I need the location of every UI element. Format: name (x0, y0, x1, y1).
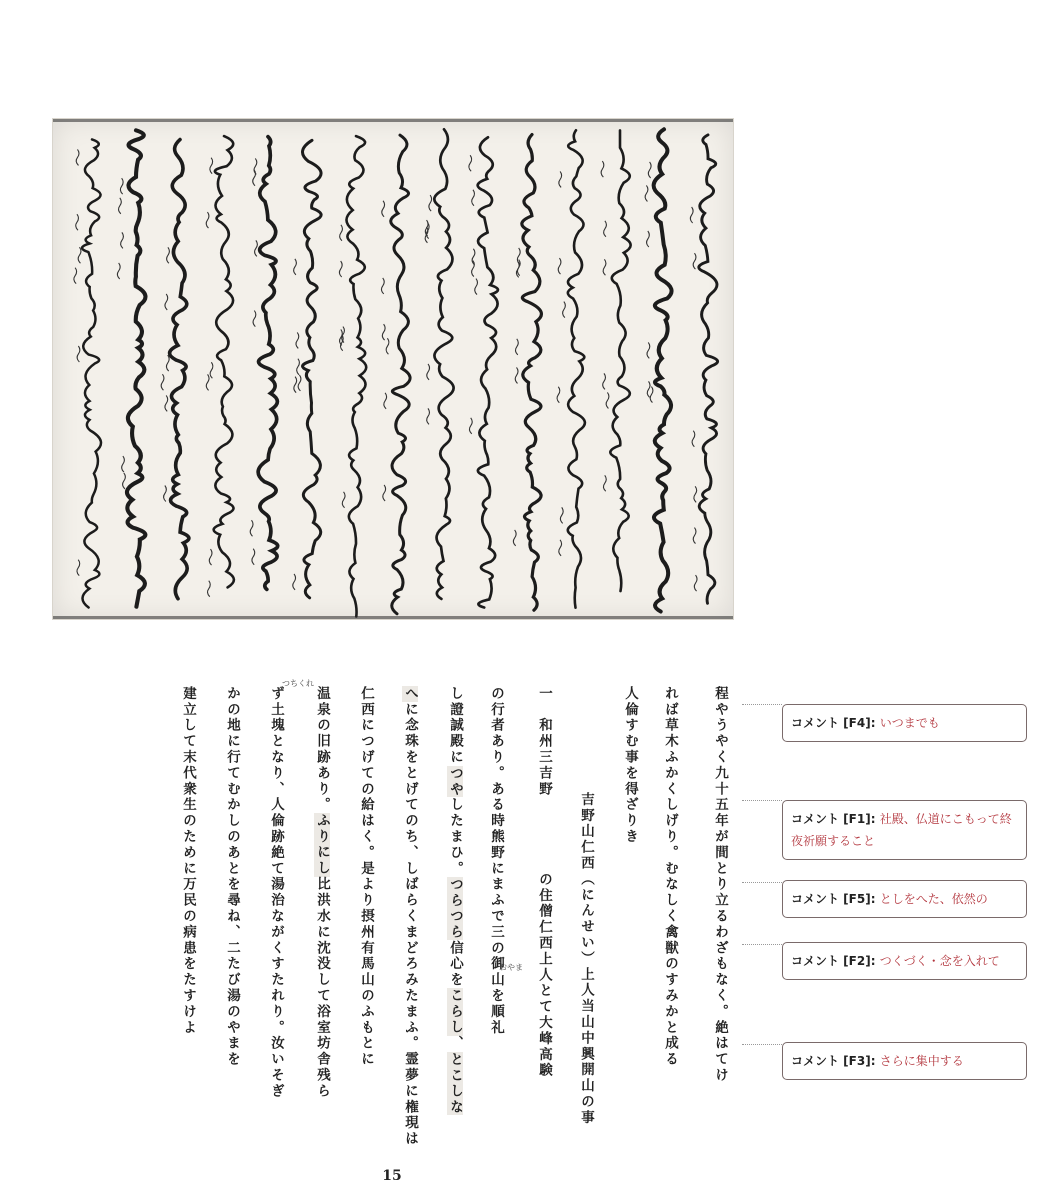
gloss-mark (427, 408, 430, 424)
gloss-mark (558, 258, 561, 274)
gloss-mark (601, 161, 604, 177)
col7-text-a: し證誠殿に (447, 686, 463, 766)
gloss-mark (603, 373, 606, 389)
comment-f5[interactable]: コメント [F5]: としをへた、依然の (782, 880, 1027, 918)
gloss-mark (515, 339, 518, 355)
gloss-mark (340, 225, 343, 241)
gloss-mark (559, 171, 562, 187)
transcription-column-9: 仁西につげての給はく。是より摂州有馬山のふもとに (358, 686, 374, 1068)
comment-text: いつまでも (879, 716, 940, 730)
calligraphy-stroke (127, 130, 146, 606)
col7-text-d: 、 (447, 1035, 463, 1052)
gloss-mark (252, 549, 255, 565)
gloss-mark (513, 530, 516, 546)
gloss-mark (294, 259, 297, 275)
calligraphy-stroke (302, 140, 321, 597)
gloss-mark (296, 332, 299, 348)
transcription-column-8 (400, 686, 420, 1147)
comment-f3[interactable]: コメント [F3]: さらに集中する (782, 1042, 1027, 1080)
gloss-mark (647, 342, 650, 358)
comment-f1[interactable]: コメント [F1]: 社殿、仏道にこもって終夜祈願すること (782, 800, 1027, 860)
gloss-mark (427, 364, 430, 380)
manuscript-scan-image (52, 118, 734, 620)
comment-text: 社殿、仏道にこもって終夜祈願すること (791, 812, 1012, 848)
highlight-he[interactable]: へ (402, 686, 418, 702)
transcription-column-6: の行者あり。ある時熊野にまふで三の御山を順礼 (488, 686, 504, 1036)
comment-label: コメント [F4] (791, 716, 871, 730)
page-number: 15 (382, 1168, 402, 1184)
transcription-column-13: 建立して末代衆生のために万民の病患をたすけよ (180, 686, 196, 1036)
gloss-mark (647, 381, 650, 397)
gloss-mark (694, 486, 697, 502)
gloss-mark (76, 214, 79, 230)
highlight-tsuratsura[interactable]: つらつら (447, 876, 463, 941)
gloss-mark (167, 247, 170, 263)
calligraphy-stroke (478, 137, 498, 607)
transcription-column-5b: の住僧仁西上人とて大峰高験 (536, 872, 552, 1079)
gloss-mark (206, 374, 209, 390)
calligraphy-stroke (434, 129, 453, 599)
gloss-mark (692, 431, 695, 447)
calligraphy-stroke (654, 129, 672, 611)
gloss-mark (475, 279, 478, 295)
transcription-column-5a: 一 和州三吉野 (536, 686, 552, 798)
gloss-mark (603, 259, 606, 275)
gloss-mark (166, 355, 169, 371)
section-heading: 吉野山仁西（にんせい）上人当山中興開山の事 (578, 792, 594, 1126)
comment-f2[interactable]: コメント [F2]: つくづく・念を入れて (782, 942, 1027, 980)
comment-label: コメント [F3] (791, 1054, 871, 1068)
calligraphy-stroke (170, 140, 189, 599)
gloss-mark (386, 338, 389, 354)
transcription-column-12: かの地に行てむかしのあとを尋ね、二たび湯のやまを (224, 686, 240, 1068)
calligraphy-stroke (391, 135, 410, 614)
gloss-mark (560, 507, 563, 523)
highlight-furinishi[interactable]: ふりにし (314, 813, 330, 877)
gloss-mark (469, 418, 472, 434)
gloss-mark (77, 346, 80, 362)
scan-bottom-edge (53, 616, 733, 619)
gloss-mark (515, 367, 518, 383)
calligraphy-stroke (610, 130, 630, 591)
gloss-mark (297, 359, 300, 375)
gloss-mark (164, 486, 167, 502)
gloss-mark (382, 324, 385, 340)
transcription-column-10 (312, 686, 332, 1099)
gloss-mark (382, 201, 385, 217)
gloss-mark (650, 387, 653, 403)
gloss-mark (693, 253, 696, 269)
calligraphy-stroke (522, 135, 542, 611)
gloss-mark (557, 387, 560, 403)
transcription-column-7 (445, 686, 465, 1115)
gloss-mark (165, 395, 168, 411)
gloss-mark (123, 473, 126, 489)
gloss-mark (383, 485, 386, 501)
calligraphy-stroke (214, 136, 234, 587)
gloss-mark (429, 195, 432, 211)
gloss-mark (606, 392, 609, 408)
gloss-mark (342, 492, 345, 508)
gloss-mark (209, 549, 212, 565)
calligraphy-stroke (568, 130, 585, 607)
ruby-tsuchikure: つちくれ (282, 679, 314, 688)
calligraphy-stroke (82, 139, 101, 607)
scan-top-edge (53, 119, 733, 122)
gloss-mark (559, 540, 562, 556)
gloss-mark (76, 149, 79, 165)
gloss-mark (469, 155, 472, 171)
highlight-tsuya[interactable]: つや (447, 765, 463, 798)
comment-leader-f2 (742, 944, 782, 945)
gloss-mark (207, 581, 210, 597)
comment-leader-f5 (742, 882, 782, 883)
comment-label: コメント [F1] (791, 812, 871, 826)
gloss-mark (121, 232, 124, 248)
calligraphy-stroke (346, 136, 366, 616)
comment-text: つくづく・念を入れて (879, 954, 1000, 968)
highlight-tokoshina[interactable]: とこしな (447, 1051, 463, 1116)
comment-text: としをへた、依然の (879, 892, 988, 906)
gloss-mark (563, 302, 566, 318)
gloss-mark (645, 185, 648, 201)
gloss-mark (472, 190, 475, 206)
gloss-mark (253, 311, 256, 327)
gloss-mark (255, 240, 258, 256)
highlight-korashi[interactable]: こらし (447, 988, 463, 1036)
gloss-mark (161, 374, 164, 390)
gloss-mark (603, 475, 606, 491)
gloss-mark (648, 162, 651, 178)
col10-text-a: 温泉の旧跡あり。 (314, 686, 330, 814)
gloss-mark (250, 520, 253, 536)
gloss-mark (122, 456, 125, 472)
gloss-mark (690, 207, 693, 223)
comment-leader-f3 (742, 1044, 782, 1045)
ruby-oyama: おやま (499, 963, 523, 972)
comment-label: コメント [F5] (791, 892, 871, 906)
gloss-mark (120, 178, 123, 194)
calligraphy-stroke (258, 137, 278, 590)
gloss-mark (381, 278, 384, 294)
gloss-mark (210, 158, 213, 174)
transcription-column-11: ず土塊となり、人倫跡絶て湯治ながくすたれり。汝いそぎ (268, 686, 284, 1100)
transcription-column-1: 程やうやく九十五年が間とり立るわざもなく。絶はてけ (712, 686, 728, 1084)
gloss-mark (384, 393, 387, 409)
comment-label: コメント [F2] (791, 954, 871, 968)
gloss-mark (298, 375, 301, 391)
transcription-column-3: 人倫すむ事を得ざりき (622, 686, 638, 845)
gloss-mark (294, 377, 297, 393)
col7-text-c: 信心を (447, 940, 463, 989)
gloss-mark (77, 560, 80, 576)
gloss-mark (339, 261, 342, 277)
gloss-mark (693, 528, 696, 544)
gloss-mark (694, 575, 697, 591)
comment-text: さらに集中する (879, 1054, 964, 1068)
transcription-column-2: れば草木ふかくしげり。むなしく禽獣のすみかと成る (662, 686, 678, 1068)
manuscript-calligraphy (53, 119, 733, 619)
comment-f4[interactable]: コメント [F4]: いつまでも (782, 704, 1027, 742)
gloss-mark (647, 231, 650, 247)
gloss-mark (117, 263, 120, 279)
calligraphy-stroke (699, 135, 718, 603)
col7-text-b: したまひ。 (447, 797, 463, 877)
gloss-mark (78, 247, 81, 263)
col10-text-b: 比洪水に沈没して浴室坊舎残ら (314, 876, 330, 1100)
gloss-mark (165, 294, 168, 310)
gloss-mark (210, 362, 213, 378)
gloss-mark (74, 268, 77, 284)
comment-leader-f4 (742, 704, 782, 705)
col8-text: に念珠をとげてのち、しばらくまどろみたまふ。霊夢に権現は (402, 701, 418, 1148)
gloss-mark (293, 574, 296, 590)
gloss-mark (119, 198, 122, 214)
gloss-mark (604, 221, 607, 237)
comment-leader-f1 (742, 800, 782, 801)
gloss-mark (206, 212, 209, 228)
